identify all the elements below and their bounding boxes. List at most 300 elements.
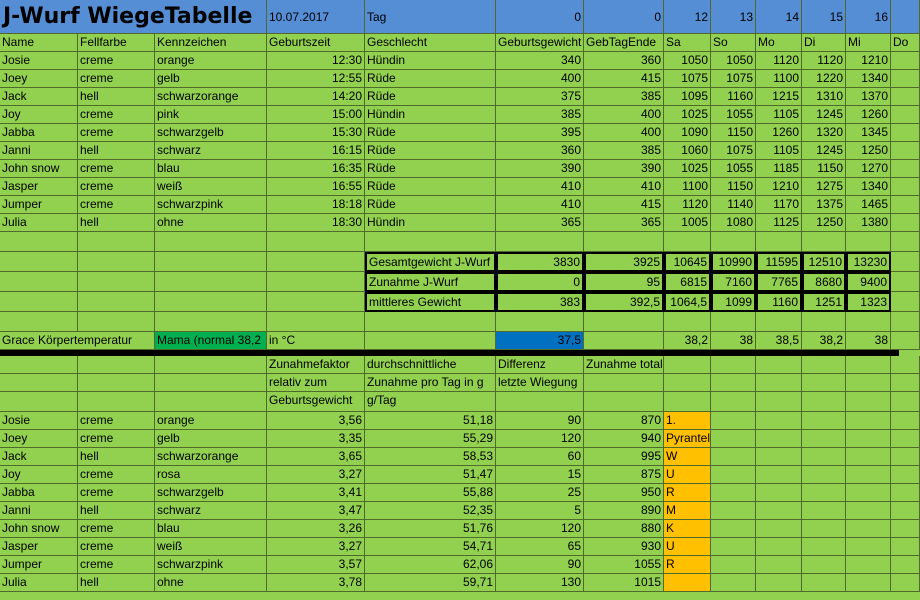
empty-cell[interactable]: [155, 356, 267, 374]
empty-cell[interactable]: [846, 392, 891, 412]
geburtszeit-cell[interactable]: 14:20: [267, 88, 365, 106]
geburtsgewicht-cell[interactable]: 365: [496, 214, 584, 232]
empty-cell[interactable]: [584, 232, 664, 252]
empty-cell[interactable]: [891, 356, 920, 374]
fellfarbe-cell[interactable]: hell: [78, 142, 155, 160]
empty-cell[interactable]: [891, 312, 920, 332]
geburtsgewicht-cell[interactable]: 395: [496, 124, 584, 142]
puppy-name-cell[interactable]: Jumper: [0, 196, 78, 214]
puppy-name-cell[interactable]: Jabba: [0, 484, 78, 502]
fellfarbe-cell[interactable]: creme: [78, 70, 155, 88]
puppy-name-cell[interactable]: Janni: [0, 142, 78, 160]
zunahme-pro-tag-cell[interactable]: 62,06: [365, 556, 496, 574]
wurmkur-note-cell[interactable]: Pyrantel: [664, 430, 711, 448]
geburtszeit-cell[interactable]: 15:30: [267, 124, 365, 142]
kennzeichen-cell[interactable]: pink: [155, 106, 267, 124]
empty-cell[interactable]: [78, 292, 155, 312]
temperature-value-cell[interactable]: [584, 332, 664, 350]
geschlecht-cell[interactable]: Rüde: [365, 178, 496, 196]
column-header[interactable]: Geburtsgewicht: [496, 34, 584, 52]
lower-header-cell[interactable]: [584, 374, 664, 392]
zunahmefaktor-cell[interactable]: 3,47: [267, 502, 365, 520]
zunahme-pro-tag-cell[interactable]: 51,76: [365, 520, 496, 538]
gebtagende-cell[interactable]: 365: [584, 214, 664, 232]
empty-cell[interactable]: [802, 392, 846, 412]
empty-cell[interactable]: [78, 232, 155, 252]
empty-cell[interactable]: [802, 412, 846, 430]
differenz-cell[interactable]: 120: [496, 520, 584, 538]
empty-cell[interactable]: [802, 466, 846, 484]
empty-cell[interactable]: [711, 538, 756, 556]
empty-cell[interactable]: [891, 448, 920, 466]
summary-label-cell[interactable]: Zunahme J-Wurf: [365, 272, 496, 292]
empty-cell[interactable]: [664, 312, 711, 332]
puppy-name-cell[interactable]: Joey: [0, 70, 78, 88]
wurmkur-note-cell[interactable]: M: [664, 502, 711, 520]
summary-value-cell[interactable]: 392,5: [584, 292, 664, 312]
differenz-cell[interactable]: 5: [496, 502, 584, 520]
weight-cell[interactable]: 1075: [711, 142, 756, 160]
fellfarbe-cell[interactable]: creme: [78, 124, 155, 142]
column-header[interactable]: Sa: [664, 34, 711, 52]
column-header[interactable]: Geburtszeit: [267, 34, 365, 52]
empty-cell[interactable]: [756, 374, 802, 392]
differenz-cell[interactable]: 65: [496, 538, 584, 556]
weight-cell[interactable]: 1150: [802, 160, 846, 178]
column-header[interactable]: Mi: [846, 34, 891, 52]
kennzeichen-cell[interactable]: blau: [155, 160, 267, 178]
lower-header-cell[interactable]: Zunahme pro Tag in g: [365, 374, 496, 392]
gebtagende-cell[interactable]: 415: [584, 196, 664, 214]
lower-header-cell[interactable]: Zunahmefaktor: [267, 356, 365, 374]
geburtszeit-cell[interactable]: 16:55: [267, 178, 365, 196]
fellfarbe-cell[interactable]: hell: [78, 502, 155, 520]
weight-cell[interactable]: 1250: [802, 214, 846, 232]
fellfarbe-cell[interactable]: creme: [78, 160, 155, 178]
empty-cell[interactable]: [846, 466, 891, 484]
temperature-value-cell[interactable]: 37,5: [496, 332, 584, 350]
weight-cell[interactable]: 1270: [846, 160, 891, 178]
tag-label-cell[interactable]: Tag: [365, 0, 496, 34]
geburtszeit-cell[interactable]: 16:35: [267, 160, 365, 178]
empty-cell[interactable]: [802, 430, 846, 448]
empty-cell[interactable]: [711, 430, 756, 448]
empty-cell[interactable]: [664, 374, 711, 392]
fellfarbe-cell[interactable]: creme: [78, 412, 155, 430]
empty-cell[interactable]: [756, 520, 802, 538]
zunahme-pro-tag-cell[interactable]: 55,29: [365, 430, 496, 448]
weight-cell[interactable]: 1220: [802, 70, 846, 88]
weight-cell[interactable]: 1055: [711, 106, 756, 124]
puppy-name-cell[interactable]: Jabba: [0, 124, 78, 142]
zunahme-pro-tag-cell[interactable]: 51,47: [365, 466, 496, 484]
weight-cell[interactable]: 1125: [756, 214, 802, 232]
weight-cell[interactable]: 1055: [711, 160, 756, 178]
fellfarbe-cell[interactable]: hell: [78, 448, 155, 466]
column-header[interactable]: GebTagEnde: [584, 34, 664, 52]
empty-cell[interactable]: [891, 142, 920, 160]
empty-cell[interactable]: [846, 374, 891, 392]
zunahme-total-cell[interactable]: 995: [584, 448, 664, 466]
empty-cell[interactable]: [756, 574, 802, 592]
zunahme-total-cell[interactable]: 880: [584, 520, 664, 538]
empty-cell[interactable]: [756, 392, 802, 412]
weight-cell[interactable]: 1275: [802, 178, 846, 196]
summary-label-cell[interactable]: Gesamtgewicht J-Wurf: [365, 252, 496, 272]
weight-cell[interactable]: 1005: [664, 214, 711, 232]
empty-cell[interactable]: [846, 356, 891, 374]
empty-cell[interactable]: [155, 252, 267, 272]
day-number-cell[interactable]: 0: [496, 0, 584, 34]
weight-cell[interactable]: 1345: [846, 124, 891, 142]
weight-cell[interactable]: 1340: [846, 178, 891, 196]
zunahme-total-cell[interactable]: 1015: [584, 574, 664, 592]
summary-value-cell[interactable]: 1064,5: [664, 292, 711, 312]
weight-cell[interactable]: 1375: [802, 196, 846, 214]
empty-cell[interactable]: [891, 232, 920, 252]
kennzeichen-cell[interactable]: orange: [155, 52, 267, 70]
fellfarbe-cell[interactable]: creme: [78, 538, 155, 556]
zunahmefaktor-cell[interactable]: 3,27: [267, 538, 365, 556]
puppy-name-cell[interactable]: Jack: [0, 448, 78, 466]
wurmkur-note-cell[interactable]: 1.: [664, 412, 711, 430]
temperature-unit-cell[interactable]: in °C: [267, 332, 365, 350]
date-cell[interactable]: 10.07.2017: [267, 0, 365, 34]
empty-cell[interactable]: [584, 312, 664, 332]
empty-cell[interactable]: [846, 412, 891, 430]
wurmkur-note-cell[interactable]: U: [664, 538, 711, 556]
empty-cell[interactable]: [155, 374, 267, 392]
empty-cell[interactable]: [802, 556, 846, 574]
wurmkur-note-cell[interactable]: [664, 574, 711, 592]
zunahme-pro-tag-cell[interactable]: 52,35: [365, 502, 496, 520]
fellfarbe-cell[interactable]: creme: [78, 106, 155, 124]
temperature-value-cell[interactable]: 38,5: [756, 332, 802, 350]
kennzeichen-cell[interactable]: schwarz: [155, 502, 267, 520]
empty-cell[interactable]: [756, 232, 802, 252]
summary-value-cell[interactable]: 9400: [846, 272, 891, 292]
weight-cell[interactable]: 1310: [802, 88, 846, 106]
column-header[interactable]: Name: [0, 34, 78, 52]
day-number-cell[interactable]: 16: [846, 0, 891, 34]
empty-cell[interactable]: [78, 312, 155, 332]
wurmkur-note-cell[interactable]: U: [664, 466, 711, 484]
zunahme-pro-tag-cell[interactable]: 55,88: [365, 484, 496, 502]
fellfarbe-cell[interactable]: creme: [78, 52, 155, 70]
summary-value-cell[interactable]: 11595: [756, 252, 802, 272]
fellfarbe-cell[interactable]: creme: [78, 466, 155, 484]
empty-cell[interactable]: [155, 232, 267, 252]
kennzeichen-cell[interactable]: rosa: [155, 466, 267, 484]
weight-cell[interactable]: 1100: [664, 178, 711, 196]
summary-value-cell[interactable]: 7765: [756, 272, 802, 292]
empty-cell[interactable]: [846, 520, 891, 538]
empty-cell[interactable]: [891, 332, 920, 350]
day-number-cell[interactable]: 12: [664, 0, 711, 34]
sheet-title[interactable]: J-Wurf WiegeTabelle: [0, 0, 267, 34]
zunahmefaktor-cell[interactable]: 3,78: [267, 574, 365, 592]
weight-cell[interactable]: 1105: [756, 106, 802, 124]
empty-cell[interactable]: [756, 484, 802, 502]
empty-cell[interactable]: [846, 502, 891, 520]
weight-cell[interactable]: 1215: [756, 88, 802, 106]
differenz-cell[interactable]: 90: [496, 412, 584, 430]
zunahmefaktor-cell[interactable]: 3,26: [267, 520, 365, 538]
day-number-cell[interactable]: 13: [711, 0, 756, 34]
geburtsgewicht-cell[interactable]: 410: [496, 178, 584, 196]
empty-cell[interactable]: [155, 392, 267, 412]
weight-cell[interactable]: 1075: [664, 70, 711, 88]
empty-cell[interactable]: [846, 448, 891, 466]
zunahmefaktor-cell[interactable]: 3,41: [267, 484, 365, 502]
empty-cell[interactable]: [78, 392, 155, 412]
empty-cell[interactable]: [891, 178, 920, 196]
column-header[interactable]: Di: [802, 34, 846, 52]
puppy-name-cell[interactable]: Jack: [0, 88, 78, 106]
weight-cell[interactable]: 1370: [846, 88, 891, 106]
empty-cell[interactable]: [711, 232, 756, 252]
column-header[interactable]: Kennzeichen: [155, 34, 267, 52]
empty-cell[interactable]: [891, 392, 920, 412]
wurmkur-note-cell[interactable]: K: [664, 520, 711, 538]
empty-cell[interactable]: [802, 502, 846, 520]
empty-cell[interactable]: [891, 502, 920, 520]
geschlecht-cell[interactable]: Rüde: [365, 70, 496, 88]
summary-value-cell[interactable]: 1099: [711, 292, 756, 312]
geburtsgewicht-cell[interactable]: 400: [496, 70, 584, 88]
temperature-value-cell[interactable]: 38,2: [802, 332, 846, 350]
empty-cell[interactable]: [846, 556, 891, 574]
empty-cell[interactable]: [846, 574, 891, 592]
weight-cell[interactable]: 1245: [802, 106, 846, 124]
summary-value-cell[interactable]: 1160: [756, 292, 802, 312]
zunahme-total-cell[interactable]: 875: [584, 466, 664, 484]
puppy-name-cell[interactable]: John snow: [0, 520, 78, 538]
gebtagende-cell[interactable]: 400: [584, 124, 664, 142]
weight-cell[interactable]: 1095: [664, 88, 711, 106]
empty-cell[interactable]: [711, 312, 756, 332]
weight-cell[interactable]: 1465: [846, 196, 891, 214]
zunahme-total-cell[interactable]: 890: [584, 502, 664, 520]
gebtagende-cell[interactable]: 360: [584, 52, 664, 70]
weight-cell[interactable]: 1150: [711, 178, 756, 196]
lower-header-cell[interactable]: Zunahme total: [584, 356, 664, 374]
day-number-cell[interactable]: 14: [756, 0, 802, 34]
empty-cell[interactable]: [891, 520, 920, 538]
empty-cell[interactable]: [78, 252, 155, 272]
puppy-name-cell[interactable]: Julia: [0, 214, 78, 232]
kennzeichen-cell[interactable]: weiß: [155, 178, 267, 196]
zunahme-total-cell[interactable]: 940: [584, 430, 664, 448]
geburtszeit-cell[interactable]: 12:55: [267, 70, 365, 88]
empty-cell[interactable]: [891, 374, 920, 392]
empty-cell[interactable]: [802, 356, 846, 374]
weight-cell[interactable]: 1210: [756, 178, 802, 196]
weight-cell[interactable]: 1025: [664, 106, 711, 124]
gebtagende-cell[interactable]: 385: [584, 88, 664, 106]
empty-cell[interactable]: [891, 214, 920, 232]
summary-value-cell[interactable]: 10990: [711, 252, 756, 272]
empty-cell[interactable]: [365, 332, 496, 350]
geburtsgewicht-cell[interactable]: 375: [496, 88, 584, 106]
kennzeichen-cell[interactable]: gelb: [155, 430, 267, 448]
differenz-cell[interactable]: 120: [496, 430, 584, 448]
empty-cell[interactable]: [891, 196, 920, 214]
empty-cell[interactable]: [267, 312, 365, 332]
zunahmefaktor-cell[interactable]: 3,56: [267, 412, 365, 430]
empty-cell[interactable]: [891, 124, 920, 142]
empty-cell[interactable]: [78, 374, 155, 392]
geschlecht-cell[interactable]: Hündin: [365, 106, 496, 124]
zunahme-total-cell[interactable]: 930: [584, 538, 664, 556]
summary-value-cell[interactable]: 1251: [802, 292, 846, 312]
zunahme-pro-tag-cell[interactable]: 54,71: [365, 538, 496, 556]
zunahme-total-cell[interactable]: 1055: [584, 556, 664, 574]
column-header[interactable]: Do: [891, 34, 920, 52]
weight-cell[interactable]: 1260: [846, 106, 891, 124]
empty-cell[interactable]: [891, 430, 920, 448]
empty-cell[interactable]: [267, 292, 365, 312]
puppy-name-cell[interactable]: Janni: [0, 502, 78, 520]
empty-cell[interactable]: [0, 392, 78, 412]
empty-cell[interactable]: [711, 392, 756, 412]
empty-cell[interactable]: [0, 374, 78, 392]
kennzeichen-cell[interactable]: schwarz: [155, 142, 267, 160]
empty-cell[interactable]: [267, 272, 365, 292]
empty-cell[interactable]: [664, 232, 711, 252]
kennzeichen-cell[interactable]: orange: [155, 412, 267, 430]
puppy-name-cell[interactable]: John snow: [0, 160, 78, 178]
geschlecht-cell[interactable]: Hündin: [365, 52, 496, 70]
zunahmefaktor-cell[interactable]: 3,57: [267, 556, 365, 574]
empty-cell[interactable]: [756, 466, 802, 484]
empty-cell[interactable]: [846, 484, 891, 502]
empty-cell[interactable]: [756, 448, 802, 466]
weight-cell[interactable]: 1100: [756, 70, 802, 88]
empty-cell[interactable]: [0, 356, 78, 374]
fellfarbe-cell[interactable]: creme: [78, 484, 155, 502]
fellfarbe-cell[interactable]: hell: [78, 214, 155, 232]
empty-cell[interactable]: [155, 292, 267, 312]
empty-cell[interactable]: [78, 356, 155, 374]
fellfarbe-cell[interactable]: creme: [78, 520, 155, 538]
summary-value-cell[interactable]: 10645: [664, 252, 711, 272]
zunahme-total-cell[interactable]: 870: [584, 412, 664, 430]
empty-cell[interactable]: [365, 232, 496, 252]
zunahme-pro-tag-cell[interactable]: 51,18: [365, 412, 496, 430]
empty-cell[interactable]: [802, 520, 846, 538]
differenz-cell[interactable]: 90: [496, 556, 584, 574]
summary-value-cell[interactable]: 95: [584, 272, 664, 292]
differenz-cell[interactable]: 25: [496, 484, 584, 502]
empty-cell[interactable]: [891, 272, 920, 292]
kennzeichen-cell[interactable]: schwarzorange: [155, 88, 267, 106]
geburtszeit-cell[interactable]: 18:18: [267, 196, 365, 214]
puppy-name-cell[interactable]: Jasper: [0, 178, 78, 196]
differenz-cell[interactable]: 60: [496, 448, 584, 466]
puppy-name-cell[interactable]: Julia: [0, 574, 78, 592]
summary-value-cell[interactable]: 7160: [711, 272, 756, 292]
gebtagende-cell[interactable]: 390: [584, 160, 664, 178]
kennzeichen-cell[interactable]: ohne: [155, 574, 267, 592]
weight-cell[interactable]: 1185: [756, 160, 802, 178]
empty-cell[interactable]: [891, 52, 920, 70]
differenz-cell[interactable]: 130: [496, 574, 584, 592]
summary-value-cell[interactable]: 13230: [846, 252, 891, 272]
lower-header-cell[interactable]: durchschnittliche: [365, 356, 496, 374]
empty-cell[interactable]: [664, 356, 711, 374]
empty-cell[interactable]: [711, 484, 756, 502]
weight-cell[interactable]: 1380: [846, 214, 891, 232]
temperature-value-cell[interactable]: 38,2: [664, 332, 711, 350]
puppy-name-cell[interactable]: Joy: [0, 466, 78, 484]
gebtagende-cell[interactable]: 385: [584, 142, 664, 160]
geburtsgewicht-cell[interactable]: 385: [496, 106, 584, 124]
geburtsgewicht-cell[interactable]: 340: [496, 52, 584, 70]
summary-value-cell[interactable]: 6815: [664, 272, 711, 292]
empty-cell[interactable]: [711, 520, 756, 538]
weight-cell[interactable]: 1025: [664, 160, 711, 178]
geschlecht-cell[interactable]: Rüde: [365, 142, 496, 160]
fellfarbe-cell[interactable]: creme: [78, 196, 155, 214]
empty-cell[interactable]: [756, 430, 802, 448]
fellfarbe-cell[interactable]: creme: [78, 178, 155, 196]
empty-cell[interactable]: [711, 356, 756, 374]
kennzeichen-cell[interactable]: schwarzgelb: [155, 124, 267, 142]
empty-cell[interactable]: [0, 312, 78, 332]
weight-cell[interactable]: 1340: [846, 70, 891, 88]
empty-cell[interactable]: [891, 484, 920, 502]
empty-cell[interactable]: [802, 574, 846, 592]
fellfarbe-cell[interactable]: creme: [78, 430, 155, 448]
kennzeichen-cell[interactable]: schwarzpink: [155, 556, 267, 574]
empty-cell[interactable]: [267, 232, 365, 252]
empty-cell[interactable]: [891, 70, 920, 88]
summary-value-cell[interactable]: 8680: [802, 272, 846, 292]
empty-cell[interactable]: [802, 374, 846, 392]
weight-cell[interactable]: 1170: [756, 196, 802, 214]
empty-cell[interactable]: [78, 272, 155, 292]
column-header[interactable]: Fellfarbe: [78, 34, 155, 52]
fellfarbe-cell[interactable]: hell: [78, 88, 155, 106]
wurmkur-note-cell[interactable]: R: [664, 556, 711, 574]
summary-value-cell[interactable]: 3830: [496, 252, 584, 272]
empty-cell[interactable]: [756, 412, 802, 430]
geschlecht-cell[interactable]: Rüde: [365, 124, 496, 142]
empty-cell[interactable]: [0, 232, 78, 252]
empty-cell[interactable]: [891, 88, 920, 106]
puppy-name-cell[interactable]: Josie: [0, 52, 78, 70]
weight-cell[interactable]: 1050: [711, 52, 756, 70]
puppy-name-cell[interactable]: Josie: [0, 412, 78, 430]
empty-cell[interactable]: [802, 538, 846, 556]
weight-cell[interactable]: 1090: [664, 124, 711, 142]
zunahme-total-cell[interactable]: 950: [584, 484, 664, 502]
empty-cell[interactable]: [846, 538, 891, 556]
geschlecht-cell[interactable]: Rüde: [365, 196, 496, 214]
zunahmefaktor-cell[interactable]: 3,35: [267, 430, 365, 448]
lower-header-cell[interactable]: Geburtsgewicht: [267, 392, 365, 412]
zunahmefaktor-cell[interactable]: 3,27: [267, 466, 365, 484]
empty-cell[interactable]: [802, 232, 846, 252]
column-header[interactable]: Mo: [756, 34, 802, 52]
kennzeichen-cell[interactable]: blau: [155, 520, 267, 538]
empty-cell[interactable]: [711, 466, 756, 484]
summary-label-cell[interactable]: mittleres Gewicht: [365, 292, 496, 312]
empty-cell[interactable]: [711, 574, 756, 592]
geburtsgewicht-cell[interactable]: 410: [496, 196, 584, 214]
weight-cell[interactable]: 1140: [711, 196, 756, 214]
